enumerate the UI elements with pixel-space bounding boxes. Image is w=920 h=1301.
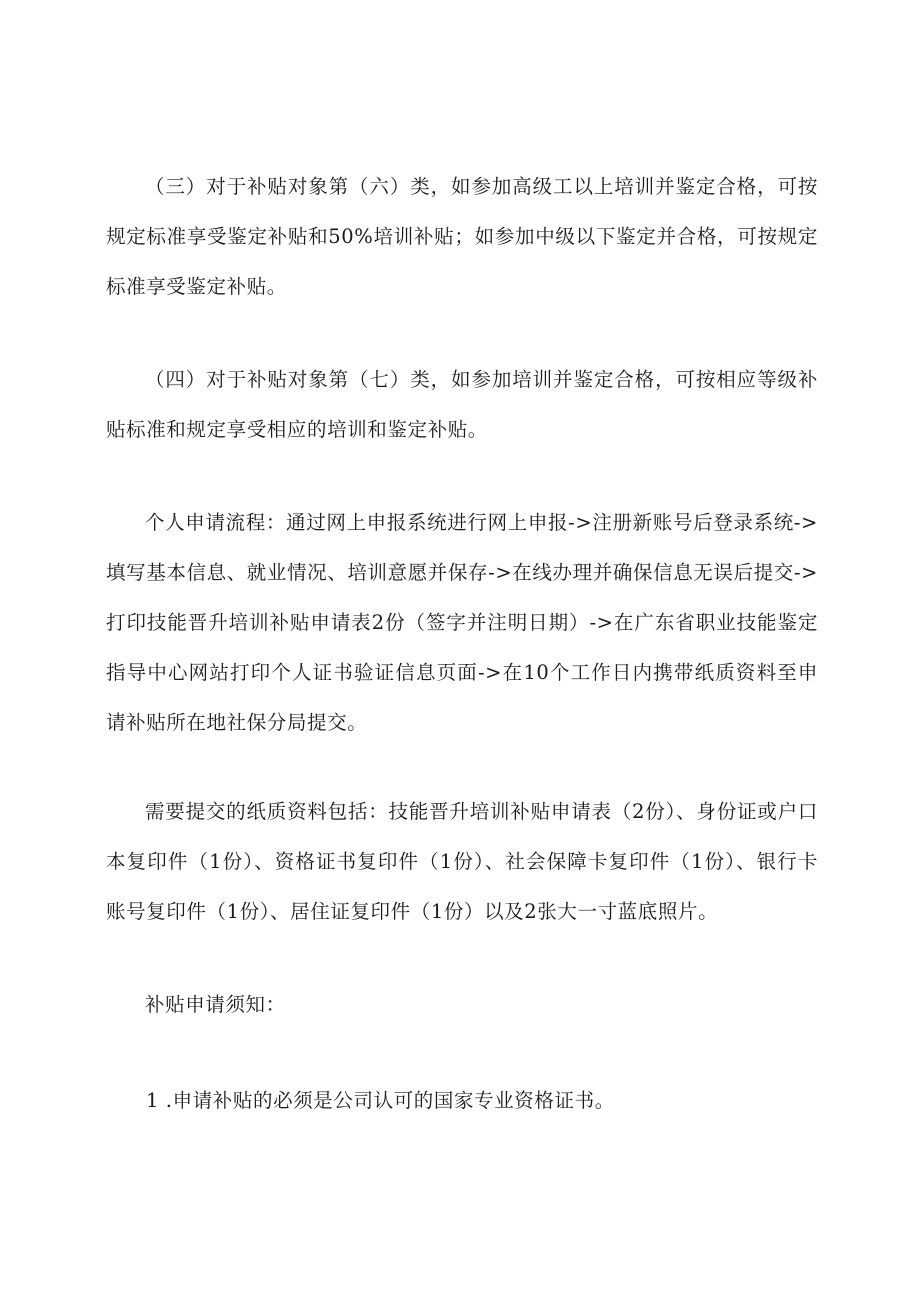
paragraph-application-process: 个人申请流程：通过网上申报系统进行网上申报->注册新账号后登录系统->填写基本信息、就业情况、培训意愿并保存->在线办理并确保信息无误后提交->打印技能晋升培训补贴申请表2份（签字并注明日期）->在广东省职业技能鉴定指导中心网站打印个人证书验证信息页面->在10个工作日内携带纸质资料至申请补贴所在地社保分局提交。	[106, 511, 818, 734]
paragraph-subsidy-category-seven: （四）对于补贴对象第（七）类，如参加培训并鉴定合格，可按相应等级补贴标准和规定享受相应的培训和鉴定补贴。	[106, 368, 818, 441]
paragraph-notice-heading: 补贴申请须知：	[145, 993, 286, 1016]
paragraph-required-documents: 需要提交的纸质资料包括：技能晋升培训补贴申请表（2份）、身份证或户口本复印件（1份）、资格证书复印件（1份）、社会保障卡复印件（1份）、银行卡账号复印件（1份）、居住证复印件（1份）以及2张大一寸蓝底照片。	[106, 800, 818, 923]
paragraph-notice-item-1: 1 .申请补贴的必须是公司认可的国家专业资格证书。	[146, 1089, 615, 1112]
paragraph-subsidy-category-six: （三）对于补贴对象第（六）类，如参加高级工以上培训并鉴定合格，可按规定标准享受鉴定补贴和50%培训补贴；如参加中级以下鉴定并合格，可按规定标准享受鉴定补贴。	[106, 175, 818, 298]
